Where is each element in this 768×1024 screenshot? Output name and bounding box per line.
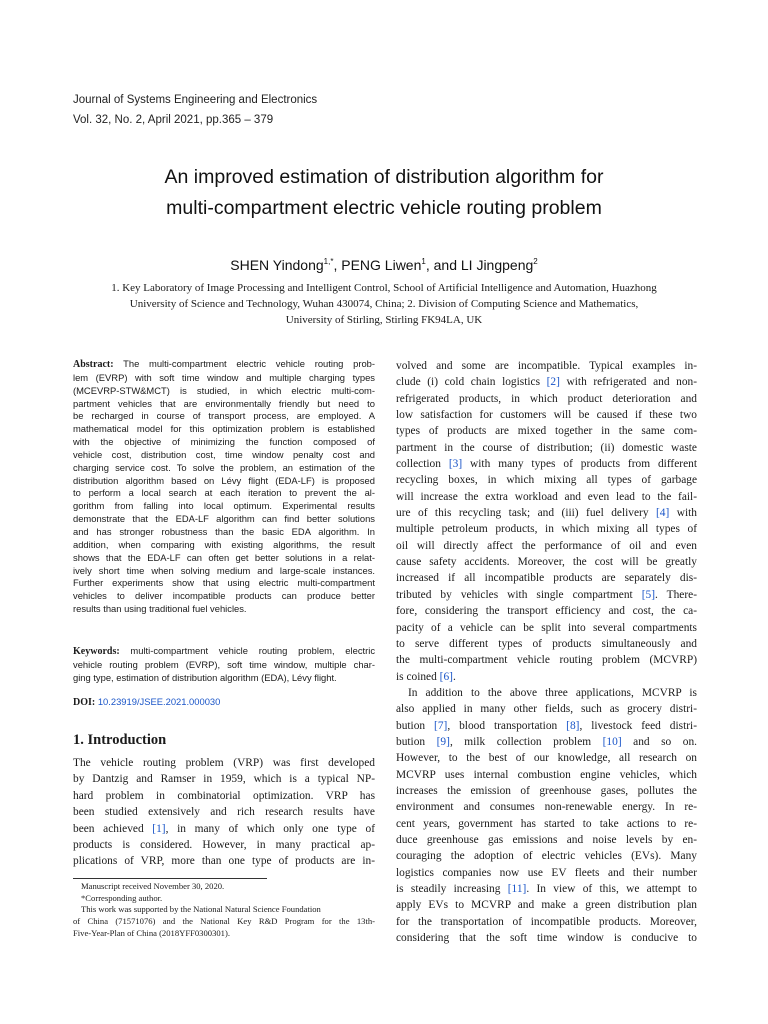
paragraph-line <box>73 821 375 837</box>
body-text: cause safety accidents. Moreover, the cost will be greatly <box>396 556 697 569</box>
abstract-line <box>73 590 375 603</box>
body-text: will increase the extra workload and even lead to the fail- <box>396 490 697 503</box>
abstract-text: The multi-compartment electric vehicle routing prob- <box>123 358 376 369</box>
title-line-2: multi-compartment electric vehicle routing problem <box>166 197 602 219</box>
affiliation-line: University of Stirling, Stirling FK94LA, UK <box>285 314 483 326</box>
affiliation-line: 1. Key Laboratory of Image Processing and Intelligent Control, School of Artificial Intelligence and Automation, Huazhong <box>111 282 657 294</box>
abstract-line <box>73 526 375 539</box>
journal-header <box>73 90 317 130</box>
body-text: with refrigerated and non- <box>559 376 697 389</box>
abstract <box>73 358 375 616</box>
paragraph-line <box>396 554 697 570</box>
paragraph-line <box>396 881 697 897</box>
author-affiliation-mark: 1,* <box>323 257 334 266</box>
body-text: refrigerated products, in which product deterioration and <box>396 392 697 405</box>
abstract-text: distribution algorithm based on Lévy flight (EDA-LF) is proposed <box>73 474 375 486</box>
abstract-line <box>73 423 375 436</box>
abstract-text: partment vehicles that are environmentally friendly but need to <box>73 397 375 409</box>
abstract-text: addition, when comparing with existing algorithms, the result <box>73 538 375 550</box>
body-text: oil will directly affect the performance of oil and even <box>396 539 697 552</box>
paragraph-line <box>396 914 697 930</box>
author-separator: , <box>333 257 342 273</box>
paragraph-line <box>396 685 697 701</box>
footnote-line: of China (71571076) and the National Key R&D Program for the 13th- <box>73 916 375 927</box>
paragraph-line <box>396 930 697 946</box>
author-list <box>0 255 768 275</box>
abstract-line <box>73 487 375 500</box>
paragraph-line <box>396 456 697 472</box>
body-text: fore, considering the transport efficiency and cost, the ca- <box>396 605 697 618</box>
paragraph-line <box>396 701 697 717</box>
body-text: collection <box>396 458 449 471</box>
citation-link[interactable]: [1] <box>152 822 166 835</box>
body-text: low satisfaction for customers will be caused if these two <box>396 409 697 422</box>
abstract-text: results than using traditional fuel vehicles. <box>73 603 247 615</box>
body-text: bution <box>396 735 437 748</box>
author-name: PENG Liwen <box>341 257 422 273</box>
body-text: the multi-compartment vehicle routing problem (MCVRP) <box>396 654 697 667</box>
body-text: ure of this recycling task; and (iii) fuel delivery <box>396 507 656 520</box>
intro-right-column <box>396 358 697 946</box>
paragraph-line <box>73 771 375 787</box>
citation-link[interactable]: [11] <box>507 883 527 895</box>
abstract-text: and has stronger robustness than the basic EDA algorithm. In <box>73 525 375 537</box>
body-text: apply EVs to MCVRP and make a green distribution plan <box>396 899 697 912</box>
abstract-text: charging service cost. To solve the problem, an estimation of the <box>73 461 375 473</box>
abstract-line <box>73 385 375 398</box>
keywords-line <box>73 645 375 659</box>
body-text: However, to the best of our knowledge, all research on <box>396 752 697 765</box>
abstract-text: (MCEVRP-STW&MCT) is studied, in which electric multi-com- <box>73 384 375 396</box>
body-text: multiple petroleum products, in which mixing all types of <box>396 523 697 536</box>
body-text: been studied extensively and rich research results have <box>73 806 375 819</box>
citation-link[interactable]: [6] <box>439 670 453 683</box>
paragraph-line <box>396 440 697 456</box>
body-text: . There- <box>655 588 698 601</box>
body-text: pacity of a vehicle can be split into several compartments <box>396 621 697 634</box>
paragraph-line <box>396 783 697 799</box>
paragraph-line <box>396 521 697 537</box>
keywords-line <box>73 659 375 672</box>
keywords-text: multi-compartment vehicle routing problem, electric <box>130 645 376 656</box>
paragraph-line <box>396 423 697 439</box>
abstract-line <box>73 565 375 578</box>
body-text: clude (i) cold chain logistics <box>396 376 547 389</box>
abstract-line <box>73 358 375 372</box>
paragraph-line <box>396 570 697 586</box>
body-text: logistics companies now use EV fleets and their number <box>396 866 697 879</box>
abstract-text: ively short time when solving medium and large-scale instances. <box>73 564 375 576</box>
affiliation-line: University of Science and Technology, Wuhan 430074, China; 2. Division of Computing Science and Mathematics, <box>129 298 639 310</box>
footnote-line: Five-Year-Plan of China (2018YFF0300301). <box>73 927 230 938</box>
body-text: volved and some are incompatible. Typical examples in- <box>396 360 697 372</box>
paragraph-line <box>396 816 697 832</box>
abstract-line <box>73 398 375 411</box>
body-text: is coined <box>396 670 440 683</box>
section-heading-introduction: 1. Introduction <box>73 732 167 748</box>
footnote-line: Manuscript received November 30, 2020. <box>81 881 225 891</box>
paragraph-line <box>396 538 697 554</box>
paragraph-line <box>396 832 697 848</box>
body-text: for the transportation of incompatible products. Moreover, <box>396 915 697 928</box>
paragraph-line <box>73 837 375 853</box>
body-text: types of products are mixed together in the same com- <box>396 425 697 438</box>
abstract-text: vehicle cost, distribution cost, time window penalty cost and <box>73 448 375 460</box>
citation-link[interactable]: [5] <box>641 588 656 601</box>
author-affiliation-mark: 1 <box>421 257 426 266</box>
abstract-line <box>73 462 375 475</box>
body-text: also applied in many other fields, such as grocery distri- <box>396 703 697 716</box>
abstract-text: gorithm from falling into local optimum. Experimental results <box>73 500 375 512</box>
body-text: recycling boxes, in which mixing all types of garbage <box>396 474 697 487</box>
paragraph-line <box>396 865 697 881</box>
doi-label: DOI: <box>73 697 96 708</box>
paragraph-line <box>396 767 697 783</box>
abstract-line <box>73 436 375 449</box>
paragraph-line <box>396 489 697 505</box>
abstract-line <box>73 475 375 488</box>
paragraph-line <box>396 587 697 603</box>
paragraph-line <box>396 358 697 374</box>
paragraph-line <box>396 848 697 864</box>
abstract-line <box>73 577 375 590</box>
paragraph-line <box>396 750 697 766</box>
paragraph-line <box>396 472 697 488</box>
body-text: , in many of which only one type of <box>165 822 375 835</box>
abstract-text: to perform a local search at each iteration to prevent the al- <box>73 487 375 499</box>
abstract-line <box>73 449 375 462</box>
body-text: partment in the course of distribution; (ii) domestic waste <box>396 441 697 454</box>
abstract-text: Further experiments show that using electric multi-compartment <box>73 577 375 589</box>
body-text: products is considered. However, in many practical ap- <box>73 839 375 852</box>
abstract-text: vehicles to deliver incompatible products can produce better <box>73 590 375 602</box>
keywords-text: ging type, estimation of distribution algorithm (EDA), Lévy flight. <box>73 671 337 683</box>
paragraph-line <box>396 799 697 815</box>
abstract-text: shows that the EDA-LF can often get better solutions in a relat- <box>73 551 375 563</box>
keywords-label: Keywords: <box>73 646 120 657</box>
paragraph-line <box>396 718 697 734</box>
abstract-line <box>73 500 375 513</box>
paragraph-line <box>396 505 697 521</box>
body-text: increases the emission of greenhouse gases, pollutes the <box>396 784 697 797</box>
body-text: In addition to the above three applications, MCVRP is <box>408 686 697 699</box>
journal-issue: Vol. 32, No. 2, April 2021, pp.365 – 379 <box>73 114 274 126</box>
body-text: hard problem in combinatorial optimization. VRP has <box>73 789 375 802</box>
body-text: couraging the adoption of electric vehicles (EVs). Many <box>396 850 697 863</box>
body-text: cent years, government has started to take actions to re- <box>396 817 697 830</box>
citation-link[interactable]: [4] <box>655 507 670 520</box>
paragraph-line <box>396 407 697 423</box>
footnote-line: *Corresponding author. <box>81 892 163 903</box>
citation-link[interactable]: [9] <box>436 735 450 748</box>
paragraph-line <box>396 669 697 685</box>
footnotes <box>73 881 375 940</box>
author-name: SHEN Yindong <box>230 257 324 273</box>
intro-left-column <box>73 755 375 870</box>
citation-link[interactable]: [10] <box>602 735 622 748</box>
body-text: , milk collection problem <box>449 735 603 748</box>
body-text: duce greenhouse gas emissions and noise levels by en- <box>396 833 697 846</box>
body-text: MCVRP uses internal combustion engine vehicles, which <box>396 768 697 781</box>
body-text: , blood transportation <box>447 719 567 732</box>
paragraph-line <box>73 804 375 820</box>
body-text: plications of VRP, more than one type of products are in- <box>73 855 375 868</box>
citation-link[interactable]: [8] <box>566 719 580 732</box>
abstract-line <box>73 372 375 385</box>
body-text: with <box>669 507 697 520</box>
paragraph-line <box>396 652 697 668</box>
abstract-text: be recharged in course of transport process, are employed. A <box>73 410 375 422</box>
body-text: environment and consumes non-renewable energy. In re- <box>396 801 697 814</box>
body-text: considering that the soft time window is conducive to <box>396 932 697 945</box>
body-text: with many types of products from different <box>462 458 697 471</box>
footnote-line: This work was supported by the National Natural Science Foundation <box>81 904 321 915</box>
paragraph-line <box>73 788 375 804</box>
paragraph-line <box>73 755 375 771</box>
footnote-divider <box>73 878 267 879</box>
author-affiliation-mark: 2 <box>533 257 538 266</box>
body-text: been achieved <box>73 822 153 835</box>
author-name: LI Jingpeng <box>460 257 534 273</box>
abstract-text: with the objective of minimizing the function composed of <box>73 436 375 448</box>
abstract-line <box>73 410 375 423</box>
abstract-text: lem (EVRP) with soft time window and multiple charging types <box>73 371 375 383</box>
body-text: tributed by vehicles with single compartment <box>396 588 642 601</box>
body-text: and so on. <box>621 735 698 748</box>
abstract-line <box>73 603 375 616</box>
body-text: by Dantzig and Ramser in 1959, which is a typical NP- <box>73 773 375 786</box>
abstract-line <box>73 513 375 526</box>
keywords-line <box>73 672 375 685</box>
keywords <box>73 645 375 685</box>
paper-title <box>0 162 768 224</box>
paragraph-line <box>396 636 697 652</box>
abstract-label: Abstract: <box>73 359 114 370</box>
abstract-text: mathematical model for this optimization problem is established <box>73 423 375 435</box>
citation-link[interactable]: [7] <box>434 719 448 732</box>
citation-link[interactable]: [2] <box>546 376 560 389</box>
title-line-1: An improved estimation of distribution algorithm for <box>164 166 604 188</box>
body-text: . <box>452 670 456 683</box>
journal-name: Journal of Systems Engineering and Electronics <box>73 94 318 106</box>
paragraph-line <box>396 734 697 750</box>
body-text: is steadily increasing <box>396 883 508 895</box>
author-separator: , and <box>425 257 461 273</box>
abstract-line <box>73 552 375 565</box>
abstract-text: demonstrate that the EDA-LF algorithm can find better solutions <box>73 513 375 525</box>
affiliations <box>60 280 708 328</box>
keywords-text: vehicle routing problem (EVRP), soft time window, multiple char- <box>73 658 375 670</box>
body-text: to serve different types of products simultaneously and <box>396 637 697 650</box>
body-text: , livestock feed distri- <box>579 719 697 732</box>
paragraph-line <box>396 620 697 636</box>
paragraph-line <box>396 897 697 913</box>
citation-link[interactable]: [3] <box>448 458 463 471</box>
paragraph-line <box>396 374 697 390</box>
doi-link[interactable]: 10.23919/JSEE.2021.000030 <box>97 696 221 707</box>
body-text: bution <box>396 719 435 732</box>
paragraph-line <box>396 603 697 619</box>
paragraph-line <box>73 853 375 869</box>
body-text: increased if all incompatible products are separately dis- <box>396 572 697 585</box>
abstract-line <box>73 539 375 552</box>
paragraph-line <box>396 391 697 407</box>
body-text: The vehicle routing problem (VRP) was first developed <box>73 757 375 769</box>
doi <box>73 695 220 710</box>
body-text: . In view of this, we attempt to <box>526 883 697 895</box>
